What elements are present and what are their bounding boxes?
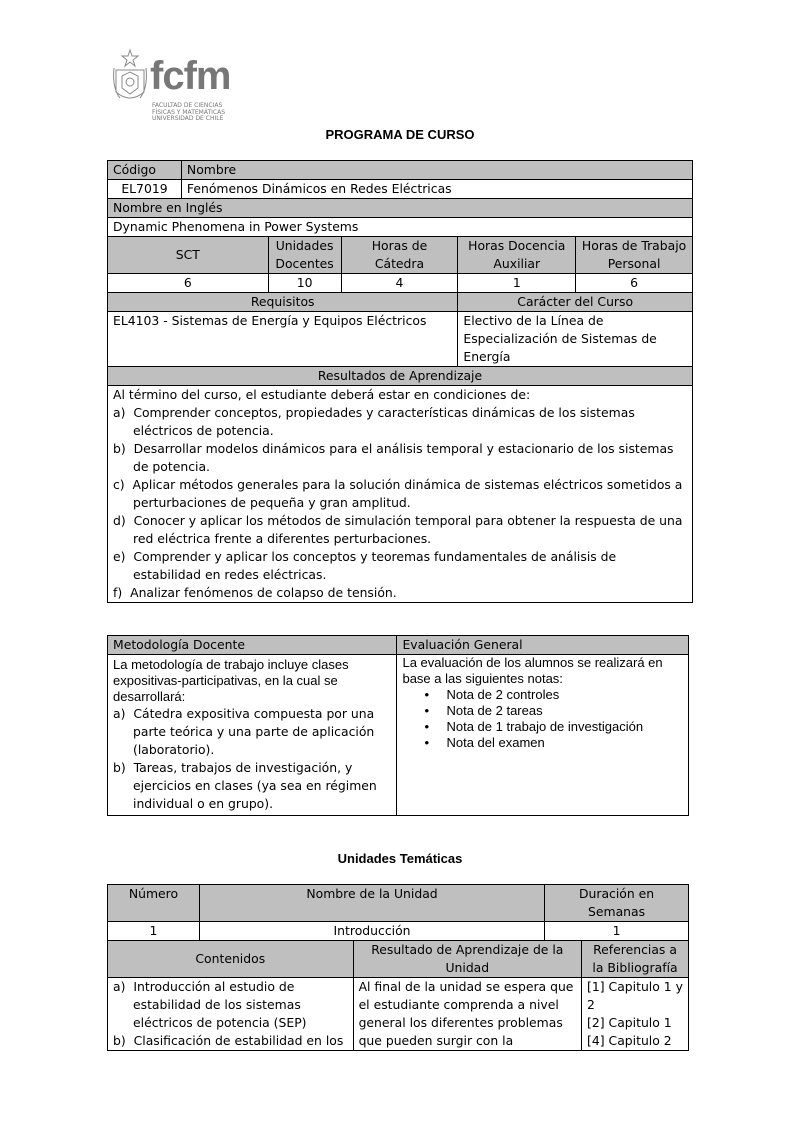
header-metodologia: Metodología Docente [108, 636, 397, 655]
header-catedra: Horas de Cátedra [341, 237, 458, 274]
contenidos-list [113, 978, 348, 1050]
header-personal: Horas de Trabajo Personal [576, 237, 693, 274]
header-nombre-unidad: Nombre de la Unidad [199, 885, 544, 922]
list-item: a) Introducción al estudio de estabilidad de los sistemas eléctricos de potencia (SEP) [113, 979, 307, 1030]
evaluacion-list [402, 687, 683, 751]
course-name: Fenómenos Dinámicos en Redes Eléctricas [181, 180, 692, 199]
resultado-unidad: Al final de la unidad se espera que el estudiante comprenda a nivel general los diferentes problemas que pueden surgir con la [353, 978, 581, 1051]
header-codigo: Código [108, 161, 182, 180]
course-table [107, 160, 693, 603]
resultados-list [113, 404, 687, 602]
unidades-title: Unidades Temáticas [337, 851, 463, 866]
value-personal: 6 [576, 274, 693, 293]
value-unidades: 10 [268, 274, 341, 293]
header-sct: SCT [108, 237, 269, 274]
evaluacion-intro: La evaluación de los alumnos se realizará en base a las siguientes notas: [402, 655, 663, 686]
header-auxiliar: Horas Docencia Auxiliar [458, 237, 576, 274]
list-item: a) Comprender conceptos, propiedades y características dinámicas de los sistemas eléctricos de potencia. [113, 405, 635, 438]
logo-brand: fcfm [150, 54, 231, 98]
unidad-numero: 1 [108, 922, 200, 941]
metodologia-list [113, 705, 391, 813]
header-numero: Número [108, 885, 200, 922]
list-item: b) Tareas, trabajos de investigación, y ejercicios en clases (ya sea en régimen individual o en grupo). [113, 760, 377, 811]
list-item: c) Aplicar métodos generales para la solución dinámica de sistemas eléctricos sometidos a perturbaciones de pequeña y gran amplitud. [113, 477, 683, 510]
referencia: [2] Capitulo 1 [587, 1015, 672, 1030]
header-unidades: Unidades Docentes [268, 237, 341, 274]
metodologia-cell [108, 655, 397, 816]
contenidos-cell [108, 978, 354, 1051]
list-item: d) Conocer y aplicar los métodos de simulación temporal para obtener la respuesta de una red eléctrica frente a diferentes perturbaciones. [113, 513, 683, 546]
caracter: Electivo de la Línea de Especialización de Sistemas de Energía [458, 312, 693, 367]
list-item: • Nota de 2 tareas [446, 703, 683, 719]
referencia: [4] Capitulo 2 [587, 1033, 672, 1048]
course-name-english: Dynamic Phenomena in Power Systems [108, 218, 693, 237]
list-item: • Nota de 2 controles [446, 687, 683, 703]
header-resultado-unidad: Resultado de Aprendizaje de la Unidad [353, 941, 581, 978]
faculty-logo [112, 44, 242, 126]
value-sct: 6 [108, 274, 269, 293]
resultados-intro: Al término del curso, el estudiante deberá estar en condiciones de: [113, 387, 531, 402]
header-nombre: Nombre [181, 161, 692, 180]
header-contenidos: Contenidos [108, 941, 354, 978]
university-shield-icon [112, 48, 148, 106]
logo-subtitle: FACULTAD DE CIENCIAS FÍSICAS Y MATEMÁTICAS UNIVERSIDAD DE CHILE [152, 102, 226, 122]
list-item: b) Clasificación de estabilidad en los [113, 1033, 344, 1048]
list-item: f) Analizar fenómenos de colapso de tensión. [113, 585, 397, 600]
header-evaluacion: Evaluación General [397, 636, 689, 655]
header-caracter: Carácter del Curso [458, 293, 693, 312]
header-referencias: Referencias a la Bibliografía [582, 941, 689, 978]
value-auxiliar: 1 [458, 274, 576, 293]
requisitos: EL4103 - Sistemas de Energía y Equipos Eléctricos [108, 312, 458, 367]
unidad-nombre: Introducción [199, 922, 544, 941]
referencias-cell [582, 978, 689, 1051]
header-duracion: Duración en Semanas [545, 885, 689, 922]
resultados-cell [108, 386, 693, 603]
header-nombre-ingles: Nombre en Inglés [108, 199, 693, 218]
metodologia-intro: La metodología de trabajo incluye clases expositivas-participativas, en la cual se desarrollará: [113, 657, 349, 704]
value-catedra: 4 [341, 274, 458, 293]
metodologia-table [107, 635, 689, 816]
list-item: a) Cátedra expositiva compuesta por una parte teórica y una parte de aplicación (laboratorio). [113, 706, 375, 757]
page-title: PROGRAMA DE CURSO [325, 127, 475, 142]
unidad-duracion: 1 [545, 922, 689, 941]
list-item: b) Desarrollar modelos dinámicos para el análisis temporal y estacionario de los sistemas de potencia. [113, 441, 674, 474]
header-requisitos: Requisitos [108, 293, 458, 312]
list-item: • Nota de 1 trabajo de investigación [446, 719, 683, 735]
evaluacion-cell [397, 655, 689, 816]
course-code: EL7019 [108, 180, 182, 199]
list-item: • Nota del examen [446, 735, 683, 751]
list-item: e) Comprender y aplicar los conceptos y teoremas fundamentales de análisis de estabilidad en redes eléctricas. [113, 549, 617, 582]
header-resultados: Resultados de Aprendizaje [108, 367, 693, 386]
referencia: [1] Capitulo 1 y 2 [587, 979, 683, 1012]
unidades-table [107, 884, 689, 1051]
